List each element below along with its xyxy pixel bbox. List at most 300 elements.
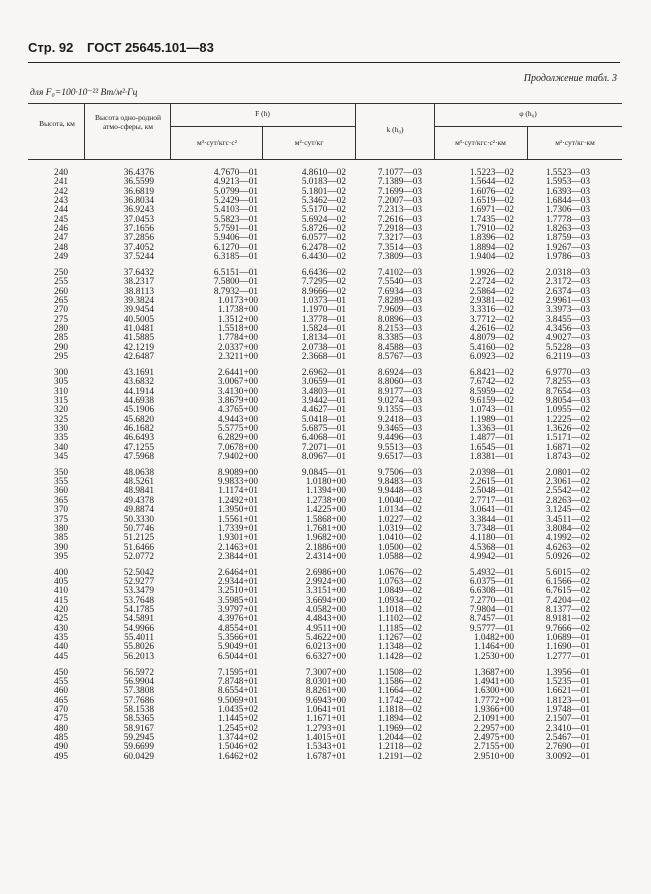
table-cell: 4.4627—01 [301, 405, 346, 416]
table-cell: 2.5864—02 [469, 286, 514, 297]
table-cell: 2.6464+01 [217, 567, 258, 578]
table-cell: 5.5823—01 [213, 214, 258, 225]
table-cell: 2.2615—01 [469, 477, 514, 487]
table-cell: 2.1507—01 [545, 714, 590, 725]
table-cell: 2.4975+00 [473, 732, 514, 743]
table-cell: 3.2510+01 [217, 586, 258, 597]
table-cell: 48.5261 [123, 477, 154, 487]
table-cell: 335 [54, 433, 68, 444]
table-cell: 5.6875—01 [301, 423, 346, 434]
table-cell: 4.8610—02 [301, 168, 346, 178]
table-cell: 7.9402+00 [217, 451, 258, 462]
table-cell: 1.2118—02 [378, 742, 422, 753]
col-divider [84, 103, 85, 159]
table-cell: 410 [54, 586, 68, 597]
table-cell: 1.3363—01 [469, 423, 514, 434]
table-cell: 1.2492+01 [217, 495, 258, 506]
table-cell: 2.2957+00 [473, 723, 514, 734]
table-cell: 5.5775+00 [217, 423, 258, 434]
table-cell: 52.0772 [123, 551, 154, 562]
table-cell: 1.7306—03 [545, 205, 590, 216]
table-cell: 405 [54, 576, 68, 587]
table-cell: 1.0410—02 [377, 533, 422, 544]
table-cell: 9.0845—01 [301, 467, 346, 478]
table-cell: 2.9961—03 [545, 295, 590, 306]
table-cell: 1.8894—02 [469, 242, 514, 253]
table-cell: 9.5513—03 [377, 442, 422, 453]
table-row [0, 252, 651, 262]
table-cell: 9.9833+00 [217, 477, 258, 487]
table-cell: 7.1595+01 [217, 667, 258, 678]
table-cell: 1.9682+00 [305, 533, 346, 544]
table-cell: 2.1463+01 [217, 542, 258, 553]
table-cell: 5.0799—01 [213, 186, 258, 197]
table-cell: 5.0926—02 [545, 551, 590, 562]
table-row [0, 752, 651, 762]
table-cell: 2.6441+00 [217, 367, 258, 378]
table-cell: 5.5228—03 [545, 342, 590, 353]
table-cell: 1.1818—02 [377, 704, 422, 715]
table-cell: 6.5151—01 [213, 267, 258, 278]
table-cell: 5.5170—02 [301, 205, 346, 216]
table-cell: 1.0173+00 [217, 295, 258, 306]
table-cell: 5.9406—01 [213, 233, 258, 244]
table-cell: 5.0418—01 [301, 414, 346, 425]
table-cell: 7.9804—01 [469, 605, 514, 615]
table-cell: 3.8084—02 [545, 523, 590, 534]
table-cell: 2.9510+00 [473, 751, 514, 762]
table-cell: 7.5540—03 [377, 277, 422, 288]
table-cell: 1.0689—01 [545, 633, 590, 644]
table-cell: 1.9366+00 [473, 704, 514, 715]
table-cell: 3.6694+00 [305, 595, 346, 606]
table-cell: 44.1914 [123, 386, 154, 397]
table-cell: 50.7746 [123, 523, 154, 534]
table-cell: 2.5048—01 [469, 486, 514, 497]
table-cell: 2.6962—01 [301, 367, 346, 378]
table-cell: 1.1174+01 [218, 486, 258, 497]
table-cell: 6.0577—02 [301, 233, 346, 244]
table-cell: 1.5868+00 [305, 514, 346, 525]
table-cell: 4.3765+00 [217, 405, 258, 416]
table-cell: 8.6924—03 [377, 367, 422, 378]
table-row [0, 552, 651, 562]
table-cell: 350 [54, 467, 68, 478]
table-cell: 1.0482+00 [473, 633, 514, 644]
table-cell: 6.4068—01 [301, 433, 346, 444]
table-cell: 4.9511+00 [306, 623, 346, 634]
col-f-sub2: м²·сут/кг [294, 138, 324, 147]
table-cell: 8.8060—03 [377, 377, 422, 388]
table-cell: 4.1992—02 [545, 533, 590, 544]
table-cell: 1.1969—02 [377, 723, 422, 734]
table-cell: 3.9797+01 [217, 605, 258, 615]
table-cell: 440 [54, 642, 68, 653]
table-cell: 6.7615—02 [545, 586, 590, 597]
table-cell: 2.3061—02 [545, 477, 590, 487]
table-cell: 6.1270—01 [213, 242, 258, 253]
table-cell: 1.3744+02 [217, 732, 258, 743]
table-cell: 2.5542—02 [545, 486, 590, 497]
table-cell: 2.0318—03 [545, 267, 590, 278]
table-cell: 2.1091+00 [473, 714, 514, 725]
table-cell: 1.3626—02 [545, 423, 590, 434]
table-cell: 1.1970—01 [301, 305, 346, 316]
table-cell: 4.7670—01 [213, 168, 258, 178]
table-cell: 1.8134—01 [301, 333, 346, 344]
table-cell: 1.7784+00 [217, 333, 258, 344]
table-cell: 6.2829+00 [217, 433, 258, 444]
table-cell: 4.3976+01 [217, 614, 258, 625]
table-row [0, 652, 651, 662]
table-cell: 44.6938 [123, 395, 154, 406]
table-cell: 2.8263—02 [545, 495, 590, 506]
table-cell: 250 [54, 267, 68, 278]
table-cell: 7.3809—03 [377, 252, 422, 263]
table-cell: 36.4376 [123, 168, 154, 178]
table-cell: 450 [54, 667, 68, 678]
page-header [28, 40, 224, 55]
table-cell: 1.8381—01 [469, 451, 514, 462]
table-cell: 1.0934—02 [377, 595, 422, 606]
table-cell: 45.1906 [123, 405, 154, 416]
table-cell: 1.1018—02 [377, 605, 422, 615]
col-phi-sub1: м³·сут/кгс·с²·км [455, 138, 506, 147]
table-cell: 1.8123—01 [545, 695, 590, 706]
table-cell: 3.3151+00 [305, 586, 346, 597]
table-cell: 9.0274—03 [377, 395, 422, 406]
table-cell: 1.0180+00 [305, 477, 346, 487]
table-cell: 50.3330 [123, 514, 154, 525]
table-cell: 36.5599 [123, 177, 154, 188]
table-cell: 7.8289—03 [377, 295, 422, 306]
table-cell: 39.9454 [123, 305, 154, 316]
standard-code: ГОСТ 25645.101—83 [87, 40, 214, 55]
table-cell: 2.9924+00 [305, 576, 346, 587]
table-cell: 435 [54, 633, 68, 644]
table-cell: 260 [54, 286, 68, 297]
table-cell: 4.5368—01 [469, 542, 514, 553]
table-cell: 1.1508—02 [377, 667, 422, 678]
table-cell: 1.2044—02 [377, 732, 422, 743]
table-cell: 1.7778—03 [545, 214, 590, 225]
table-cell: 1.1428—02 [377, 651, 422, 662]
table-cell: 58.1538 [123, 704, 154, 715]
table-cell: 9.5069+01 [217, 695, 258, 706]
table-cell: 1.1989—01 [469, 414, 514, 425]
table-cell: 41.0481 [123, 324, 154, 334]
table-cell: 37.6432 [123, 267, 154, 278]
table-cell: 6.8421—02 [469, 367, 514, 378]
table-cell: 2.9381—02 [469, 295, 514, 306]
table-cell: 47.5968 [123, 451, 154, 462]
table-cell: 3.5985+01 [217, 595, 258, 606]
table-cell: 7.4204—02 [545, 595, 590, 606]
table-cell: 1.8743—02 [545, 451, 590, 462]
table-cell: 265 [54, 295, 68, 306]
table-cell: 4.9213—01 [213, 177, 258, 188]
table-cell: 8.9181—02 [545, 614, 590, 625]
table-cell: 1.7772+00 [473, 695, 514, 706]
table-cell: 300 [54, 367, 68, 378]
header-rule [28, 62, 620, 63]
table-cell: 9.6517—03 [377, 451, 422, 462]
table-cell: 8.9089+00 [217, 467, 258, 478]
table-cell: 54.5891 [123, 614, 154, 625]
table-cell: 7.6934—03 [377, 286, 422, 297]
table-cell: 1.0849—02 [377, 586, 422, 597]
table-cell: 1.5824—01 [301, 324, 346, 334]
table-cell: 1.0134—02 [377, 505, 422, 516]
table-cell: 2.4314+00 [305, 551, 346, 562]
table-cell: 8.0967—01 [301, 451, 346, 462]
table-cell: 7.1077—03 [377, 168, 422, 178]
table-cell: 1.6545—01 [469, 442, 514, 453]
table-cell: 1.9301+01 [217, 533, 258, 544]
table-cell: 495 [54, 751, 68, 762]
table-cell: 415 [54, 595, 68, 606]
table-cell: 7.2071—01 [301, 442, 346, 453]
table-cell: 2.3668—01 [301, 352, 346, 362]
table-cell: 1.5235—01 [545, 676, 590, 687]
table-cell: 8.7654—03 [545, 386, 590, 397]
table-cell: 370 [54, 505, 68, 516]
table-cell: 8.0896—03 [377, 314, 422, 325]
table-cell: 1.6844—03 [545, 196, 590, 207]
table-cell: 43.1691 [123, 367, 154, 378]
table-cell: 1.3512+00 [217, 314, 258, 325]
table-cell: 2.3410—01 [545, 723, 590, 734]
table-cell: 1.6076—02 [469, 186, 514, 197]
table-cell: 3.3844—01 [469, 514, 514, 525]
table-cell: 4.2616—02 [469, 324, 514, 334]
table-cell: 36.9243 [123, 205, 154, 216]
table-cell: 465 [54, 695, 68, 706]
table-cell: 7.4102—03 [377, 267, 422, 278]
table-cell: 1.2545+02 [217, 723, 258, 734]
table-cell: 6.0375—01 [469, 576, 514, 587]
table-cell: 8.8261+00 [305, 686, 346, 697]
table-cell: 1.1894—02 [377, 714, 422, 725]
table-cell: 8.7932—01 [213, 286, 258, 297]
table-cell: 243 [54, 196, 68, 207]
table-cell: 330 [54, 423, 68, 434]
table-cell: 1.0641+01 [305, 704, 346, 715]
col-height: Высота, км [39, 119, 75, 128]
table-cell: 244 [54, 205, 68, 216]
table-cell: 1.7910—02 [469, 224, 514, 235]
table-cell: 270 [54, 305, 68, 316]
table-cell: 8.0301+00 [305, 676, 346, 687]
table-cell: 1.6787+01 [305, 751, 346, 762]
table-cell: 2.9344+01 [217, 576, 258, 587]
table-cell: 7.2918—03 [377, 224, 422, 235]
table-cell: 7.1389—03 [377, 177, 422, 188]
table-cell: 1.0435+02 [217, 704, 258, 715]
table-cell: 54.1785 [123, 605, 154, 615]
table-cell: 38.8113 [124, 286, 154, 297]
table-cell: 57.3808 [123, 686, 154, 697]
table-cell: 241 [54, 177, 68, 188]
table-cell: 8.2153—03 [377, 324, 422, 334]
table-cell: 480 [54, 723, 68, 734]
table-cell: 9.7506—03 [377, 467, 422, 478]
table-cell: 2.0801—02 [545, 467, 590, 478]
table-cell: 340 [54, 442, 68, 453]
continuation-note: Продолжение табл. 3 [523, 73, 617, 84]
table-cell: 1.7681+00 [305, 523, 346, 534]
table-cell: 1.5953—03 [545, 177, 590, 188]
table-cell: 5.4103—01 [213, 205, 258, 216]
table-cell: 1.2777—01 [545, 651, 590, 662]
table-cell: 1.9748—01 [545, 704, 590, 715]
table-cell: 8.9666—02 [301, 286, 346, 297]
table-cell: 490 [54, 742, 68, 753]
table-cell: 1.6393—03 [545, 186, 590, 197]
table-cell: 1.5561+01 [217, 514, 258, 525]
table-cell: 8.7457—01 [469, 614, 514, 625]
table-cell: 3.9442—01 [301, 395, 346, 406]
table-cell: 4.6263—02 [545, 542, 590, 553]
table-cell: 1.1267—02 [377, 633, 422, 644]
table-cell: 42.6487 [123, 352, 154, 362]
table-cell: 1.1671+01 [305, 714, 346, 725]
table-cell: 9.8054—03 [545, 395, 590, 406]
table-cell: 3.7348—01 [469, 523, 514, 534]
table-cell: 385 [54, 533, 68, 544]
table-cell: 57.7686 [123, 695, 154, 706]
table-cell: 325 [54, 414, 68, 425]
table-cell: 3.1245—02 [545, 505, 590, 516]
table-cell: 460 [54, 686, 68, 697]
table-cell: 1.5046+02 [217, 742, 258, 753]
table-head-bottom-rule [28, 159, 622, 160]
table-cell: 7.2616—03 [377, 214, 422, 225]
table-cell: 8.9177—03 [377, 386, 422, 397]
table-cell: 1.1738+00 [217, 305, 258, 316]
table-cell: 345 [54, 451, 68, 462]
page-number: Стр. 92 [28, 40, 74, 55]
table-cell: 475 [54, 714, 68, 725]
table-cell: 1.1394+00 [305, 486, 346, 497]
table-cell: 485 [54, 732, 68, 743]
table-cell: 1.5343+01 [305, 742, 346, 753]
table-cell: 355 [54, 477, 68, 487]
table-cell: 4.4843+00 [305, 614, 346, 625]
table-cell: 8.6554+01 [217, 686, 258, 697]
table-cell: 4.9942—01 [469, 551, 514, 562]
table-cell: 9.7666—02 [545, 623, 590, 634]
table-cell: 1.4015+01 [305, 732, 346, 743]
table-cell: 56.9904 [123, 676, 154, 687]
table-cell: 1.0500—02 [377, 542, 422, 553]
table-cell: 60.0429 [123, 751, 154, 762]
table-cell: 1.6871—02 [545, 442, 590, 453]
table-cell: 2.6986+00 [305, 567, 346, 578]
table-cell: 40.5005 [123, 314, 154, 325]
table-cell: 1.0743—01 [469, 405, 514, 416]
table-cell: 53.3479 [123, 586, 154, 597]
table-cell: 3.4130+00 [217, 386, 258, 397]
table-cell: 37.1656 [123, 224, 154, 235]
table-cell: 310 [54, 386, 68, 397]
table-cell: 275 [54, 314, 68, 325]
table-cell: 7.3007+00 [305, 667, 346, 678]
table-cell: 41.5885 [123, 333, 154, 344]
table-cell: 445 [54, 651, 68, 662]
table-cell: 2.0398—01 [469, 467, 514, 478]
units-note: для F₀=100·10⁻²² Вт/м²·Гц [30, 88, 138, 98]
table-cell: 55.8026 [123, 642, 154, 653]
table-cell: 1.2225—02 [545, 414, 590, 425]
table-cell: 51.6466 [123, 542, 154, 553]
table-cell: 1.1348—02 [377, 642, 422, 653]
table-cell: 1.2793+01 [305, 723, 346, 734]
table-cell: 1.6462+02 [217, 751, 258, 762]
table-cell: 2.3172—03 [545, 277, 590, 288]
table-cell: 58.9167 [123, 723, 154, 734]
table-cell: 1.0676—02 [377, 567, 422, 578]
table-cell: 2.0738—01 [301, 342, 346, 353]
table-cell: 4.8079—02 [469, 333, 514, 344]
table-cell: 240 [54, 168, 68, 178]
table-cell: 2.2724—02 [469, 277, 514, 288]
table-top-rule [28, 103, 622, 104]
table-cell: 5.0183—02 [301, 177, 346, 188]
table-cell: 1.9926—02 [469, 267, 514, 278]
table-cell: 54.9966 [123, 623, 154, 634]
table-cell: 430 [54, 623, 68, 634]
table-cell: 1.6519—02 [469, 196, 514, 207]
table-cell: 6.3185—01 [213, 252, 258, 263]
table-cell: 37.5244 [123, 252, 154, 263]
table-cell: 5.9049+01 [217, 642, 258, 653]
table-cell: 3.7712—02 [469, 314, 514, 325]
table-cell: 2.5467—01 [545, 732, 590, 743]
table-cell: 285 [54, 333, 68, 344]
col-homogeneous: Высота одно-родной атмо-сферы, км [94, 113, 162, 131]
table-cell: 38.2317 [123, 277, 154, 288]
table-cell: 2.3211+00 [218, 352, 258, 362]
table-cell: 49.4378 [123, 495, 154, 506]
table-cell: 7.5800—01 [213, 277, 258, 288]
table-cell: 3.0067+00 [217, 377, 258, 388]
table-cell: 9.6159—02 [469, 395, 514, 406]
table-cell: 3.3973—03 [545, 305, 590, 316]
table-cell: 4.0582+00 [305, 605, 346, 615]
table-cell: 315 [54, 395, 68, 406]
table-cell: 420 [54, 605, 68, 615]
table-cell: 56.5972 [123, 667, 154, 678]
table-cell: 1.7339+01 [217, 523, 258, 534]
table-cell: 1.0763—02 [377, 576, 422, 587]
table-cell: 1.7435—02 [469, 214, 514, 225]
table-cell: 242 [54, 186, 68, 197]
table-cell: 58.5365 [123, 714, 154, 725]
table-cell: 6.1566—02 [545, 576, 590, 587]
table-cell: 9.5777—01 [469, 623, 514, 634]
table-cell: 3.3316—02 [469, 305, 514, 316]
table-cell: 1.4225+00 [305, 505, 346, 516]
table-cell: 6.0213+00 [305, 642, 346, 653]
col-divider [262, 126, 263, 159]
table-cell: 7.3514—03 [377, 242, 422, 253]
table-row [0, 452, 651, 462]
table-cell: 1.9267—03 [545, 242, 590, 253]
table-cell: 3.8679+00 [217, 395, 258, 406]
table-cell: 247 [54, 233, 68, 244]
table-cell: 1.1690—01 [545, 642, 590, 653]
